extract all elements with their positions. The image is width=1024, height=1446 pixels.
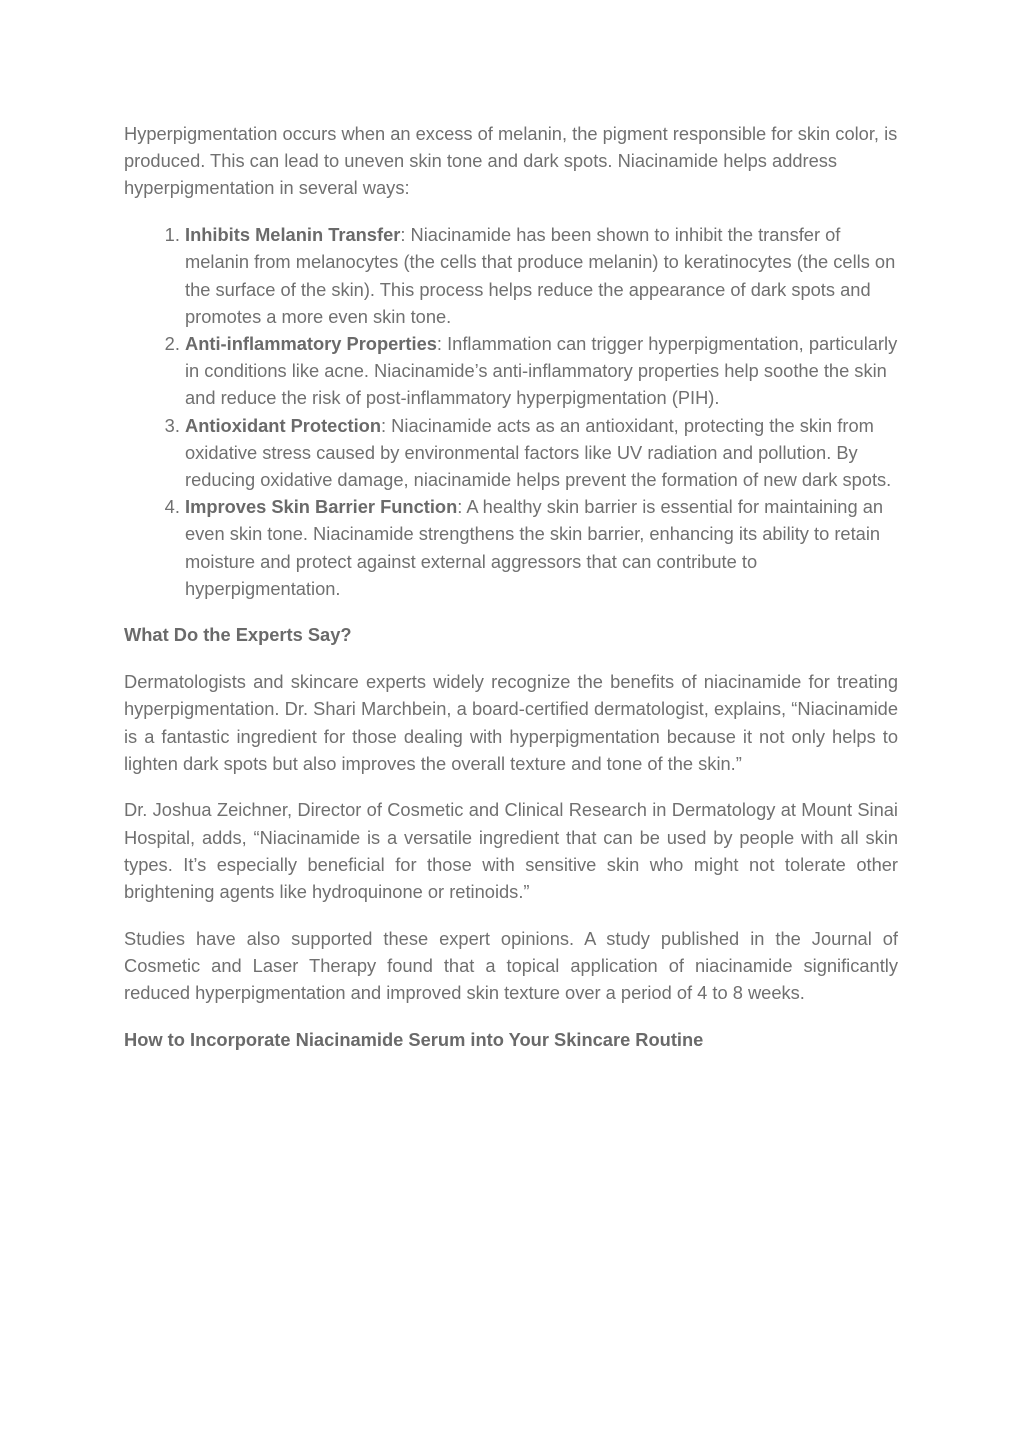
list-item-term: Anti-inflammatory Properties (185, 332, 437, 354)
list-item-term: Antioxidant Protection (185, 414, 382, 436)
intro-paragraph: Hyperpigmentation occurs when an excess of melanin, the pigment responsible for skin color, is produced. This can lead to uneven skin tone and dark spots. Niacinamide helps address hyperpigmentation in several ways: (124, 123, 898, 199)
list-item (185, 412, 898, 494)
experts-heading: What Do the Experts Say? (124, 624, 352, 646)
experts-paragraph: Dermatologists and skincare experts widely recognize the benefits of niacinamide for treating hyperpigmentation. Dr. Shari Marchbein, a board-certified dermatologist, explains, “Niacinamide is a fantastic ingredient for those dealing with hyperpigmentation because it not only helps to lighten dark spots but also improves the overall texture and tone of the skin.” (124, 671, 898, 774)
routine-heading: How to Incorporate Niacinamide Serum into Your Skincare Routine (124, 1028, 704, 1050)
ways-list (124, 221, 898, 602)
experts-paragraph: Studies have also supported these expert opinions. A study published in the Journal of Cosmetic and Laser Therapy found that a topical application of niacinamide significantly reduced hyperpigmentation and improved skin texture over a period of 4 to 8 weeks. (124, 927, 898, 1004)
document-page (124, 120, 898, 1073)
list-item-term: Improves Skin Barrier Function (185, 496, 458, 518)
list-item-text: : Niacinamide has been shown to inhibit the transfer of melanin from melanocytes (the cells that produce melanin) to keratinocytes (the cells on the surface of the skin). This process helps reduce the appearance of dark spots and promotes a more even skin tone. (185, 224, 896, 327)
list-item-text: : Niacinamide acts as an antioxidant, protecting the skin from oxidative stress caused by environmental factors like UV radiation and pollution. By reducing oxidative damage, niacinamide helps prevent the formation of new dark spots. (185, 414, 892, 490)
list-item-text: : Inflammation can trigger hyperpigmentation, particularly in conditions like acne. Niacinamide’s anti-inflammatory properties help soothe the skin and reduce the risk of post-inflammatory hyperpigmentation (PIH). (185, 332, 898, 409)
list-item-term: Inhibits Melanin Transfer (185, 224, 401, 246)
list-item (185, 221, 898, 330)
experts-paragraph: Dr. Joshua Zeichner, Director of Cosmetic and Clinical Research in Dermatology at Mount Sinai Hospital, adds, “Niacinamide is a versatile ingredient that can be used by people with all skin types. It’s especially beneficial for those with sensitive skin who might not tolerate other brightening agents like hydroquinone or retinoids.” (124, 799, 898, 903)
list-item-text: : A healthy skin barrier is essential for maintaining an even skin tone. Niacinamide strengthens the skin barrier, enhancing its ability to retain moisture and protect against external aggressors that can contribute to hyperpigmentation. (185, 496, 884, 599)
list-item (185, 330, 898, 412)
list-item (185, 493, 898, 602)
